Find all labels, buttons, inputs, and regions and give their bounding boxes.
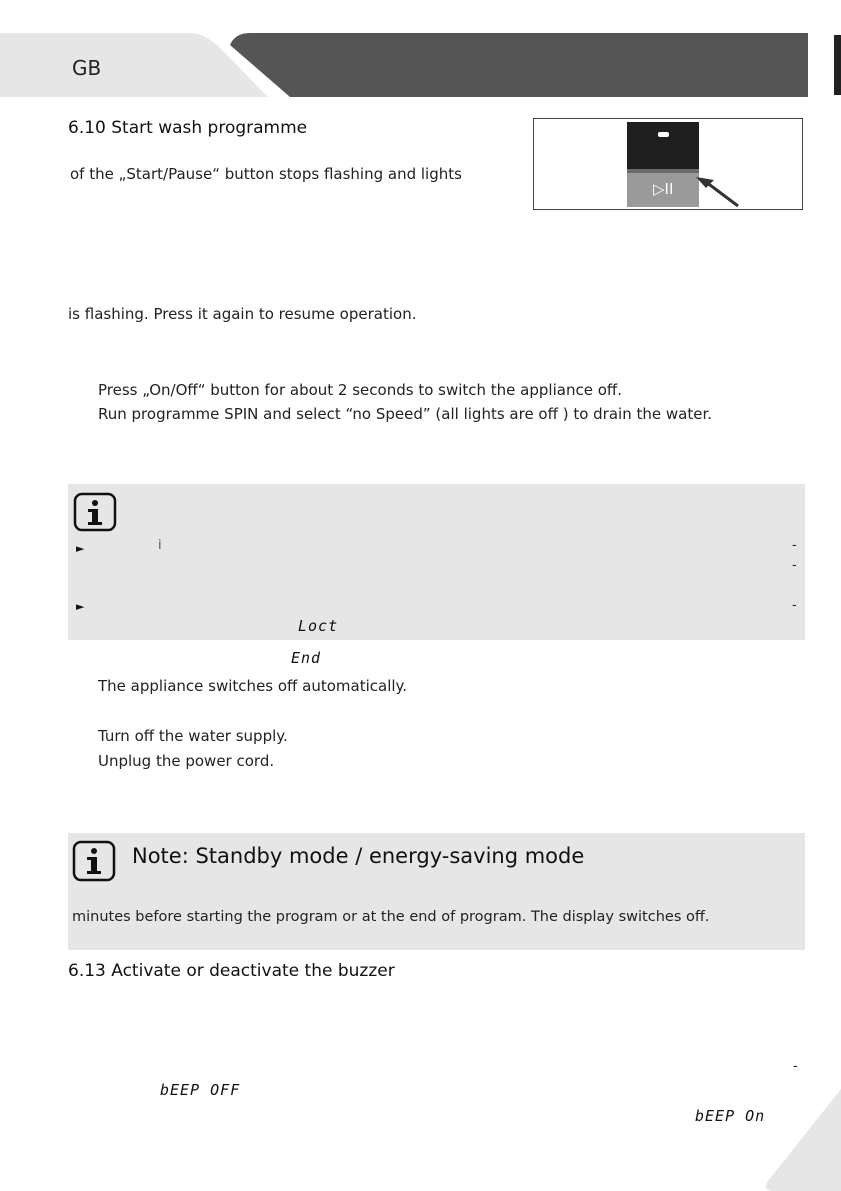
language-code: GB	[72, 56, 102, 80]
lcd-beep-off: bEEP OFF	[160, 1081, 241, 1099]
auto-off-text: The appliance switches off automatically.	[98, 677, 408, 695]
hyphen-mark: -	[792, 558, 797, 573]
hyphen-mark: -	[793, 1059, 798, 1074]
info-icon	[72, 840, 116, 882]
lcd-end-indicator: End	[291, 649, 322, 667]
info-icon	[73, 492, 117, 532]
note-box	[68, 833, 805, 950]
power-cord-text: Unplug the power cord.	[98, 752, 275, 770]
panel-illustration	[533, 118, 803, 210]
play-pause-symbol: ▷II	[653, 180, 674, 198]
drain-water-step: Run programme SPIN and select “no Speed” (all lights are off ) to drain the water.	[98, 405, 712, 423]
water-supply-text: Turn off the water supply.	[98, 727, 288, 745]
info-box	[68, 484, 805, 640]
hyphen-mark: -	[792, 538, 797, 553]
section-heading-6-10: 6.10 Start wash programme	[68, 118, 308, 138]
start-pause-key	[627, 169, 699, 207]
led-indicator-icon	[658, 132, 669, 137]
display-screen	[627, 122, 699, 169]
page-corner-decoration	[760, 1085, 841, 1191]
section-heading-6-13: 6.13 Activate or deactivate the buzzer	[68, 961, 395, 981]
header-bar	[230, 33, 808, 97]
bullet-arrow-icon: ►	[76, 600, 85, 613]
lcd-beep-on: bEEP On	[695, 1107, 766, 1125]
start-pause-text: of the „Start/Pause“ button stops flashing and lights	[70, 165, 462, 183]
power-off-step: Press „On/Off“ button for about 2 seconds to switch the appliance off.	[98, 381, 622, 399]
note-title: Note: Standby mode / energy-saving mode	[132, 844, 585, 868]
header-graphic	[0, 0, 841, 100]
note-body: minutes before starting the program or at the end of program. The display switches off.	[72, 909, 710, 925]
arrow-pointer-icon	[694, 174, 744, 210]
hyphen-mark: -	[792, 598, 797, 613]
language-tab	[0, 33, 268, 97]
pause-text: is flashing. Press it again to resume operation.	[68, 305, 417, 323]
bullet-arrow-icon: ►	[76, 542, 85, 555]
edge-mark	[834, 35, 841, 95]
lcd-lock-indicator: Loct	[298, 617, 339, 635]
bullet-text: i	[158, 538, 162, 553]
